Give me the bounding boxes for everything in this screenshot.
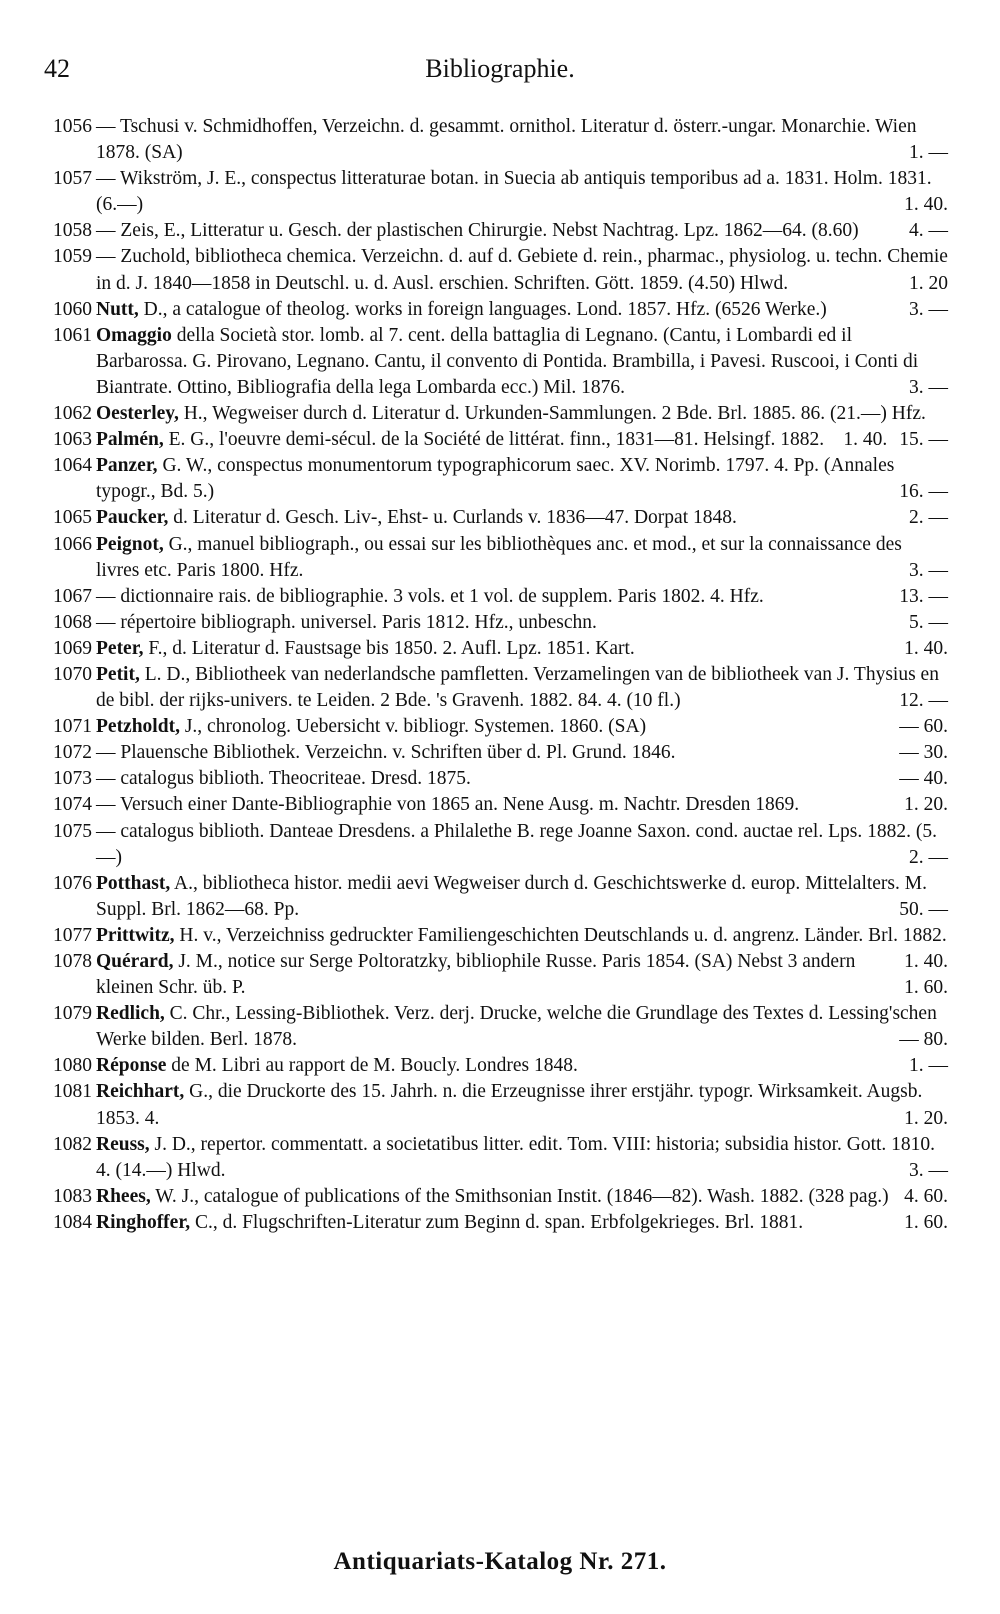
entry-text xyxy=(96,244,948,296)
entry-text xyxy=(96,1210,948,1236)
bibliography-entry xyxy=(32,1184,948,1210)
entry-description: Zuchold, bibliotheca chemica. Verzeichn. d. auf d. Gebiete d. rein., pharmac., physiolog. u. techn. Chemie in d. J. 1840—1858 in Deutschl. u. d. Ausl. erschien. Schriften. Gött. 1859. (4.50) Hlwd. xyxy=(96,246,948,294)
entry-price: 1. 20 xyxy=(909,272,948,294)
entry-description: Plauensche Bibliothek. Verzeichn. v. Schriften über d. Pl. Grund. 1846. xyxy=(120,742,676,764)
entry-price: 1. — xyxy=(909,142,948,164)
entry-text xyxy=(96,871,948,923)
entry-price: 5. — xyxy=(909,611,948,633)
entry-author: Peignot, xyxy=(96,533,164,555)
entry-number: 1077 xyxy=(53,924,92,946)
catalog-footer: Antiquariats-Katalog Nr. 271. xyxy=(333,1548,667,1575)
entry-number: 1072 xyxy=(53,742,92,764)
entry-author: Ringhoffer, xyxy=(96,1211,191,1233)
entry-number: 1079 xyxy=(53,1003,92,1025)
entry-author: Oesterley, xyxy=(96,403,179,425)
entry-price: 16. — xyxy=(899,481,948,503)
entry-description: della Società stor. lomb. al 7. cent. della battaglia di Legnano. (Cantu, i Lombardi ed il Barbarossa. G. Pirovano, Legnano. Cantu, il convento di Pontida. Brambilla, i Pavesi. Ruscooi, i Conti di Biantrate. Ottino, Bibliografia della lega Lombarda ecc.) Mil. 1876. xyxy=(96,324,919,398)
entry-number: 1084 xyxy=(53,1211,92,1233)
entry-number: 1065 xyxy=(53,507,92,529)
entry-description: C., d. Flugschriften-Literatur zum Beginn d. span. Erbfolgekrieges. Brl. 1881. xyxy=(194,1211,804,1233)
bibliography-entry xyxy=(32,610,948,636)
entry-price: 1. 60. xyxy=(904,1211,948,1233)
entry-text xyxy=(96,297,948,323)
ditto-dash: — xyxy=(96,794,116,816)
entry-number: 1060 xyxy=(53,298,92,320)
entry-text xyxy=(96,949,948,1001)
bibliography-entry xyxy=(32,792,948,818)
entry-description: A., bibliotheca histor. medii aevi Wegweiser durch d. Geschichtswerke d. europ. Mittelalters. M. Suppl. Brl. 1862—68. Pp. xyxy=(96,872,927,920)
entry-description: J. D., repertor. commentatt. a societatibus litter. edit. Tom. VIII: historia; subsidia histor. Gott. 1810. 4. (14.—) Hlwd. xyxy=(96,1133,936,1181)
entry-description: Zeis, E., Litteratur u. Gesch. der plastischen Chirurgie. Nebst Nachtrag. Lpz. 1862—64. (8.60) xyxy=(120,220,859,242)
entry-price: 1. 20. xyxy=(904,794,948,816)
ditto-dash: — xyxy=(96,220,116,242)
entry-author: Réponse xyxy=(96,1055,167,1077)
entry-description: G., manuel bibliograph., ou essai sur les bibliothèques anc. et mod., et sur la connaissance des livres etc. Paris 1800. Hfz. xyxy=(96,533,902,581)
entry-price: 3. — xyxy=(909,1159,948,1181)
entry-text xyxy=(96,532,948,584)
entry-text xyxy=(96,1132,948,1184)
entry-author: Omaggio xyxy=(96,324,172,346)
entry-price: 2. — xyxy=(909,846,948,868)
entry-text xyxy=(96,323,948,401)
bibliography-entry xyxy=(32,114,948,166)
entry-text xyxy=(96,740,948,766)
entry-text xyxy=(96,584,948,610)
entry-description: Tschusi v. Schmidhoffen, Verzeichn. d. gesammt. ornithol. Literatur d. österr.-ungar. Monarchie. Wien 1878. (SA) xyxy=(96,116,917,164)
entry-number: 1062 xyxy=(53,403,92,425)
entry-text xyxy=(96,792,948,818)
entry-price: 1. 60. xyxy=(904,977,948,999)
entry-number: 1056 xyxy=(53,116,92,137)
entry-text xyxy=(96,218,948,244)
entry-author: Potthast, xyxy=(96,872,171,894)
entry-description: F., d. Literatur d. Faustsage bis 1850. 2. Aufl. Lpz. 1851. Kart. xyxy=(148,637,635,659)
entry-author: Nutt, xyxy=(96,298,139,320)
bibliography-entry xyxy=(32,819,948,871)
entry-text xyxy=(96,505,948,531)
entry-author: Peter, xyxy=(96,637,144,659)
entry-description: H. v., Verzeichniss gedruckter Familiengeschichten Deutschlands u. d. angrenz. Länder. Brl. 1882. xyxy=(179,924,947,946)
entry-price: 3. — xyxy=(909,298,948,320)
entry-description: J., chronolog. Uebersicht v. bibliogr. Systemen. 1860. (SA) xyxy=(184,716,647,738)
entry-author: Petit, xyxy=(96,663,140,685)
bibliography-entry xyxy=(32,166,948,218)
bibliography-entry xyxy=(32,740,948,766)
entry-price: — 60. xyxy=(899,716,948,738)
bibliography-entry xyxy=(32,244,948,296)
entry-text xyxy=(96,1053,948,1079)
entry-text xyxy=(96,636,948,662)
bibliography-entry xyxy=(32,532,948,584)
entry-description: J. M., notice sur Serge Poltoratzky, bibliophile Russe. Paris 1854. (SA) Nebst 3 andern kleinen Schr. üb. P. xyxy=(96,951,856,999)
entry-description: L. D., Bibliotheek van nederlandsche pamfletten. Verzamelingen van de bibliotheek van J. Thysius en de bibl. der rijks-univers. te Leiden. 2 Bde. 's Gravenh. 1882. 84. 4. (10 fl.) xyxy=(96,663,939,712)
entry-description: G., die Druckorte des 15. Jahrh. n. die Erzeugnisse ihrer erstjähr. typogr. Wirksamkeit. Augsb. 1853. 4. xyxy=(96,1081,923,1129)
entry-price: 1. 40. xyxy=(904,951,948,972)
entry-number: 1080 xyxy=(53,1055,92,1077)
bibliography-entry xyxy=(32,871,948,923)
entry-text xyxy=(96,610,948,636)
entry-price: 50. — xyxy=(899,898,948,920)
bibliography-entry xyxy=(32,297,948,323)
entry-text xyxy=(96,819,948,871)
bibliography-entry xyxy=(32,453,948,505)
entry-number: 1078 xyxy=(53,951,92,972)
entry-text xyxy=(96,766,948,792)
entry-text xyxy=(96,453,948,505)
entry-author: Prittwitz, xyxy=(96,924,175,946)
entry-number: 1064 xyxy=(53,455,92,477)
entry-price: 1. — xyxy=(909,1055,948,1077)
entry-list xyxy=(32,114,948,1236)
entry-number: 1075 xyxy=(53,820,92,842)
entry-number: 1076 xyxy=(53,872,92,894)
entry-price: — 80. xyxy=(899,1029,948,1051)
entry-number: 1063 xyxy=(53,429,92,451)
bibliography-entry xyxy=(32,584,948,610)
entry-number: 1057 xyxy=(53,168,92,190)
bibliography-entry xyxy=(32,949,948,1001)
bibliography-entry xyxy=(32,323,948,401)
entry-author: Redlich, xyxy=(96,1003,165,1025)
entry-number: 1066 xyxy=(53,533,92,555)
entry-description: C. Chr., Lessing-Bibliothek. Verz. derj. Drucke, welche die Grundlage des Textes d. Lessing'schen Werke bilden. Berl. 1878. xyxy=(96,1003,937,1051)
entry-number: 1082 xyxy=(53,1133,92,1155)
ditto-dash: — xyxy=(96,611,116,633)
entry-text xyxy=(96,166,948,218)
entry-price: 1. 40. xyxy=(904,637,948,659)
entry-description: W. J., catalogue of publications of the Smithsonian Instit. (1846—82). Wash. 1882. (328 pag.) xyxy=(155,1185,889,1207)
ditto-dash: — xyxy=(96,116,116,137)
ditto-dash: — xyxy=(96,585,116,607)
ditto-dash: — xyxy=(96,820,116,842)
entry-description: dictionnaire rais. de bibliographie. 3 vols. et 1 vol. de supplem. Paris 1802. 4. Hfz. xyxy=(120,585,764,607)
entry-author: Reichhart, xyxy=(96,1081,185,1103)
bibliography-entry xyxy=(32,1053,948,1079)
entry-price: 1. 20. xyxy=(904,1107,948,1129)
page-number: 42 xyxy=(44,54,70,83)
entry-price: 15. — xyxy=(899,429,948,451)
entry-description: G. W., conspectus monumentorum typographicorum saec. XV. Norimb. 1797. 4. Pp. (Annales typogr., Bd. 5.) xyxy=(96,455,895,503)
bibliography-entry xyxy=(32,1001,948,1053)
entry-price: 12. — xyxy=(899,690,948,712)
entry-price: 3. — xyxy=(909,376,948,398)
bibliography-entry xyxy=(32,662,948,714)
entry-author: Quérard, xyxy=(96,951,174,972)
entry-number: 1074 xyxy=(53,794,92,816)
entry-price: 1. 40. xyxy=(904,194,948,216)
entry-text xyxy=(96,1001,948,1053)
entry-price: 1. 40. xyxy=(843,429,888,451)
entry-price: 13. — xyxy=(899,585,948,607)
entry-description: d. Literatur d. Gesch. Liv-, Ehst- u. Curlands v. 1836—47. Dorpat 1848. xyxy=(173,507,737,529)
bibliography-entry xyxy=(32,218,948,244)
bibliography-entry xyxy=(32,1210,948,1236)
entry-number: 1058 xyxy=(53,220,92,242)
entry-author: Panzer, xyxy=(96,455,158,477)
entry-description: de M. Libri au rapport de M. Boucly. Londres 1848. xyxy=(171,1055,578,1077)
entry-author: Rhees, xyxy=(96,1185,151,1207)
bibliography-entry xyxy=(32,1132,948,1184)
entry-text xyxy=(96,427,948,453)
entry-number: 1068 xyxy=(53,611,92,633)
entry-number: 1081 xyxy=(53,1081,92,1103)
entry-price: — 30. xyxy=(899,742,948,764)
entry-price: 4. — xyxy=(909,220,948,242)
bibliography-entry xyxy=(32,427,948,453)
entry-description: catalogus biblioth. Danteae Dresdens. a Philalethe B. rege Joanne Saxon. cond. auctae rel. Lps. 1882. (5.—) xyxy=(96,820,937,868)
entry-author: Petzholdt, xyxy=(96,716,180,738)
entry-text xyxy=(96,1184,948,1210)
entry-description: H., Wegweiser durch d. Literatur d. Urkunden-Sammlungen. 2 Bde. Brl. 1885. 86. (21.—) Hfz. xyxy=(183,403,926,425)
entry-number: 1067 xyxy=(53,585,92,607)
entry-description: D., a catalogue of theolog. works in foreign languages. Lond. 1857. Hfz. (6526 Werke.) xyxy=(143,298,827,320)
entry-text xyxy=(96,714,948,740)
entry-author: Reuss, xyxy=(96,1133,150,1155)
entry-price: 3. — xyxy=(909,559,948,581)
bibliography-entry xyxy=(32,505,948,531)
entry-description: E. G., l'oeuvre demi-sécul. de la Société de littérat. finn., 1831—81. Helsingf. 1882. xyxy=(168,429,825,451)
entry-number: 1061 xyxy=(53,324,92,346)
bibliography-entry xyxy=(32,766,948,792)
entry-author: Paucker, xyxy=(96,507,169,529)
bibliography-entry xyxy=(32,1079,948,1131)
entry-price: 4. 60. xyxy=(904,1185,948,1207)
entry-description: catalogus biblioth. Theocriteae. Dresd. 1875. xyxy=(120,768,471,790)
entry-description: répertoire bibliograph. universel. Paris 1812. Hfz., unbeschn. xyxy=(120,611,597,633)
entry-number: 1069 xyxy=(53,637,92,659)
entry-number: 1071 xyxy=(53,716,92,738)
ditto-dash: — xyxy=(96,768,116,790)
running-head: Bibliographie. xyxy=(425,54,575,83)
bibliography-entry xyxy=(32,636,948,662)
entry-number: 1073 xyxy=(53,768,92,790)
bibliography-entry xyxy=(32,714,948,740)
entry-price: 2. — xyxy=(909,507,948,529)
entry-text xyxy=(96,662,948,714)
ditto-dash: — xyxy=(96,246,116,268)
entry-description: Versuch einer Dante-Bibliographie von 1865 an. Nene Ausg. m. Nachtr. Dresden 1869. xyxy=(120,794,800,816)
entry-description: Wikström, J. E., conspectus litteraturae botan. in Suecia ab antiquis temporibus ad a. 1831. Holm. 1831. (6.—) xyxy=(96,168,932,216)
entry-number: 1070 xyxy=(53,663,92,685)
entry-number: 1083 xyxy=(53,1185,92,1207)
entry-number: 1059 xyxy=(53,246,92,268)
entry-text xyxy=(96,114,948,166)
ditto-dash: — xyxy=(96,168,116,190)
entry-text xyxy=(96,1079,948,1131)
ditto-dash: — xyxy=(96,742,116,764)
entry-price: — 40. xyxy=(899,768,948,790)
entry-author: Palmén, xyxy=(96,429,164,451)
